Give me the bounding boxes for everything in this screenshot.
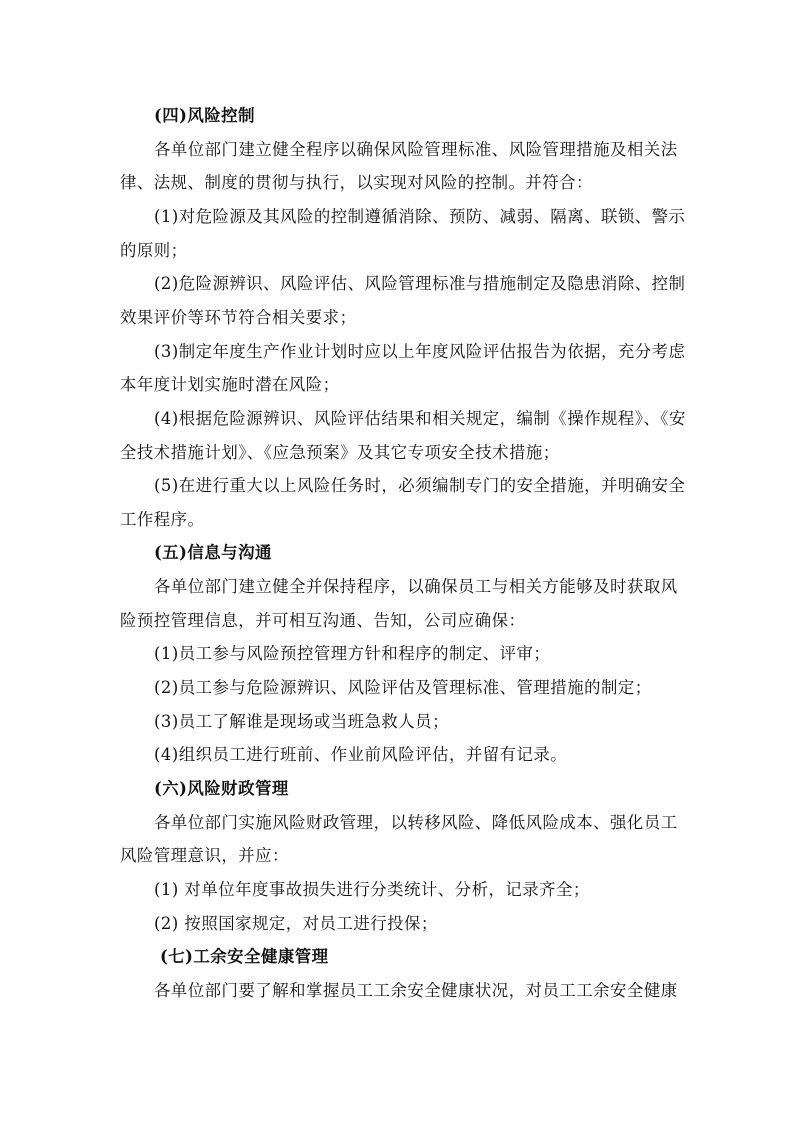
- text-line: (1)对危险源及其风险的控制遵循消除、预防、减弱、隔离、联锁、警示: [154, 206, 686, 226]
- section-heading: (四)风险控制: [154, 106, 255, 125]
- text-line: (3)制定年度生产作业计划时应以上年度风险评估报告为依据，充分考虑: [154, 341, 686, 361]
- section-heading: (六)风险财政管理: [154, 779, 289, 798]
- text-line: 本年度计划实施时潜在风险；: [120, 375, 340, 395]
- text-line: 律、法规、制度的贯彻与执行，以实现对风险的控制。并符合：: [120, 173, 593, 193]
- section-heading: (七)工余安全健康管理: [160, 947, 329, 967]
- text-line: 工作程序。: [120, 509, 205, 529]
- text-line: 各单位部门实施风险财政管理，以转移风险、降低风险成本、强化员工: [154, 812, 678, 832]
- text-line: (1) 对单位年度事故损失进行分类统计、分析，记录齐全；: [154, 879, 590, 899]
- text-line: (2)危险源辨识、风险评估、风险管理标准与措施制定及隐患消除、控制: [154, 274, 686, 294]
- text-line: 险预控管理信息，并可相互沟通、告知，公司应确保：: [120, 610, 526, 630]
- text-line: (1)员工参与风险预控管理方针和程序的制定、评审；: [154, 644, 551, 664]
- text-line: (4)根据危险源辨识、风险评估结果和相关规定，编制《操作规程》、《安: [154, 408, 686, 428]
- text-line: 的原则；: [120, 240, 188, 260]
- text-line: 各单位部门要了解和掌握员工工余安全健康状况，对员工工余安全健康: [154, 980, 678, 1000]
- text-line: 风险管理意识，并应：: [120, 846, 289, 866]
- text-line: (2)员工参与危险源辨识、风险评估及管理标准、管理措施的制定；: [154, 678, 652, 698]
- text-line: 各单位部门建立健全程序以确保风险管理标准、风险管理措施及相关法: [154, 139, 678, 159]
- text-line: (3)员工了解谁是现场或当班急救人员；: [154, 711, 449, 731]
- text-line: (5)在进行重大以上风险任务时，必须编制专门的安全措施，并明确安全: [154, 476, 686, 496]
- section-heading: (五)信息与沟通: [154, 543, 272, 563]
- text-line: 全技术措施计划》、《应急预案》及其它专项安全技术措施；: [120, 442, 560, 462]
- text-line: (2) 按照国家规定，对员工进行投保；: [154, 913, 438, 933]
- text-line: (4)组织员工进行班前、作业前风险评估，并留有记录。: [154, 745, 568, 765]
- text-line: 效果评价等环节符合相关要求；: [120, 307, 357, 327]
- text-line: 各单位部门建立健全并保持程序，以确保员工与相关方能够及时获取风: [154, 577, 678, 597]
